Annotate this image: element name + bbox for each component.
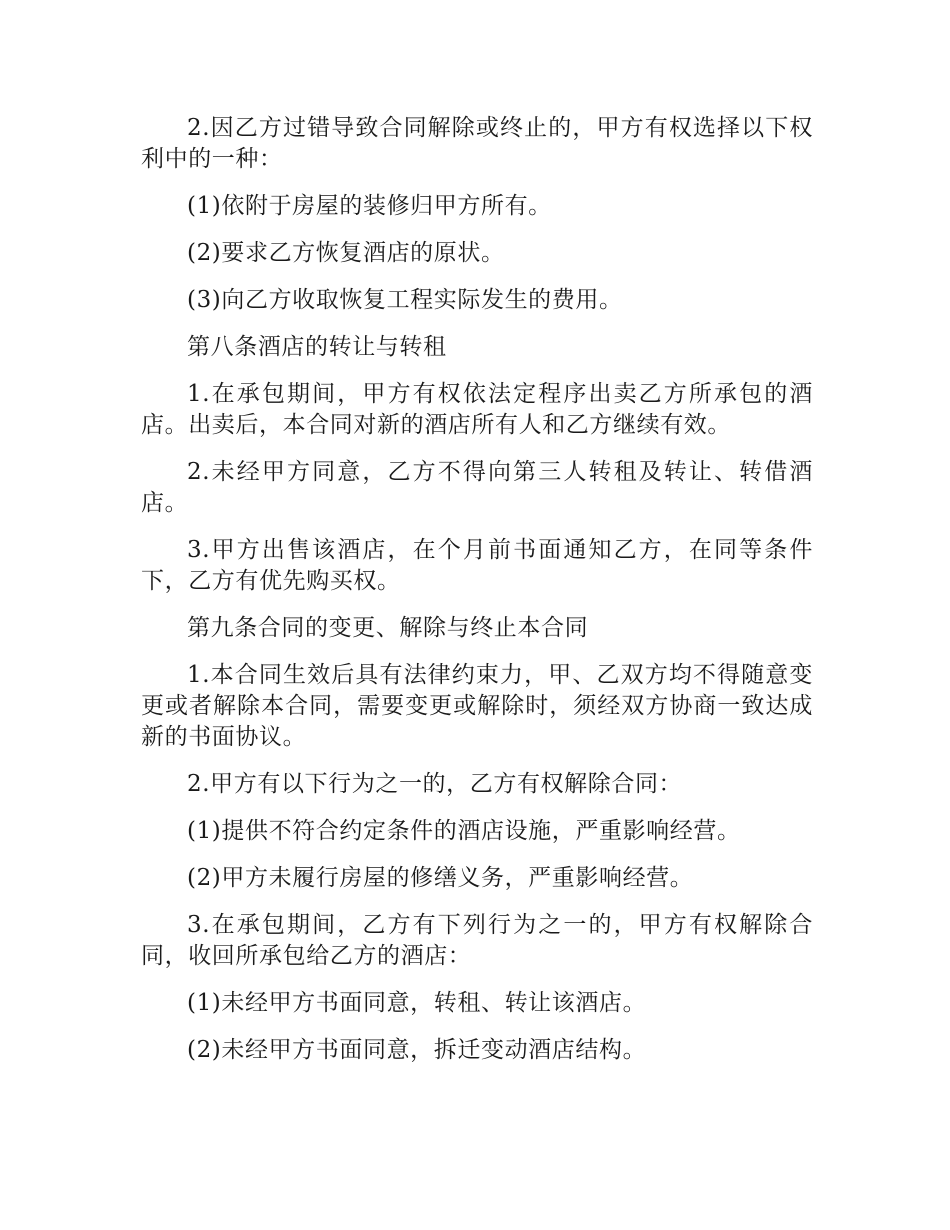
article-9-item-2: 2.甲方有以下行为之一的，乙方有权解除合同： (187, 771, 683, 797)
article-8-item-1: 1.在承包期间，甲方有权依法定程序出卖乙方所承包的酒店。出卖后，本合同对新的酒店所有人和乙方继续有效。 (141, 381, 813, 438)
article-9-item-3: 3.在承包期间，乙方有下列行为之一的，甲方有权解除合同，收回所承包给乙方的酒店： (141, 912, 813, 969)
article-9-item-2-sub-1: (1)提供不符合约定条件的酒店设施，严重影响经营。 (187, 818, 741, 844)
paragraph-option-3: (3)向乙方收取恢复工程实际发生的费用。 (187, 287, 623, 313)
article-9-heading: 第九条合同的变更、解除与终止本合同 (187, 615, 589, 641)
document-body (141, 113, 813, 1082)
paragraph-option-1: (1)依附于房屋的装修归甲方所有。 (187, 193, 552, 219)
article-8-heading: 第八条酒店的转让与转租 (187, 334, 447, 360)
paragraph-termination-clause: 2.因乙方过错导致合同解除或终止的，甲方有权选择以下权利中的一种： (141, 115, 813, 172)
article-9-item-1: 1.本合同生效后具有法律约束力，甲、乙双方均不得随意变更或者解除本合同，需要变更或解除时，须经双方协商一致达成新的书面协议。 (141, 662, 813, 750)
article-8-item-3: 3.甲方出售该酒店，在个月前书面通知乙方，在同等条件下，乙方有优先购买权。 (141, 537, 813, 594)
article-9-item-3-sub-1: (1)未经甲方书面同意，转租、转让该酒店。 (187, 990, 647, 1016)
article-9-item-3-sub-2: (2)未经甲方书面同意，拆迁变动酒店结构。 (187, 1037, 647, 1063)
article-8-item-2: 2.未经甲方同意，乙方不得向第三人转租及转让、转借酒店。 (141, 459, 813, 516)
paragraph-option-2: (2)要求乙方恢复酒店的原状。 (187, 240, 505, 266)
article-9-item-2-sub-2: (2)甲方未履行房屋的修缮义务，严重影响经营。 (187, 865, 694, 891)
